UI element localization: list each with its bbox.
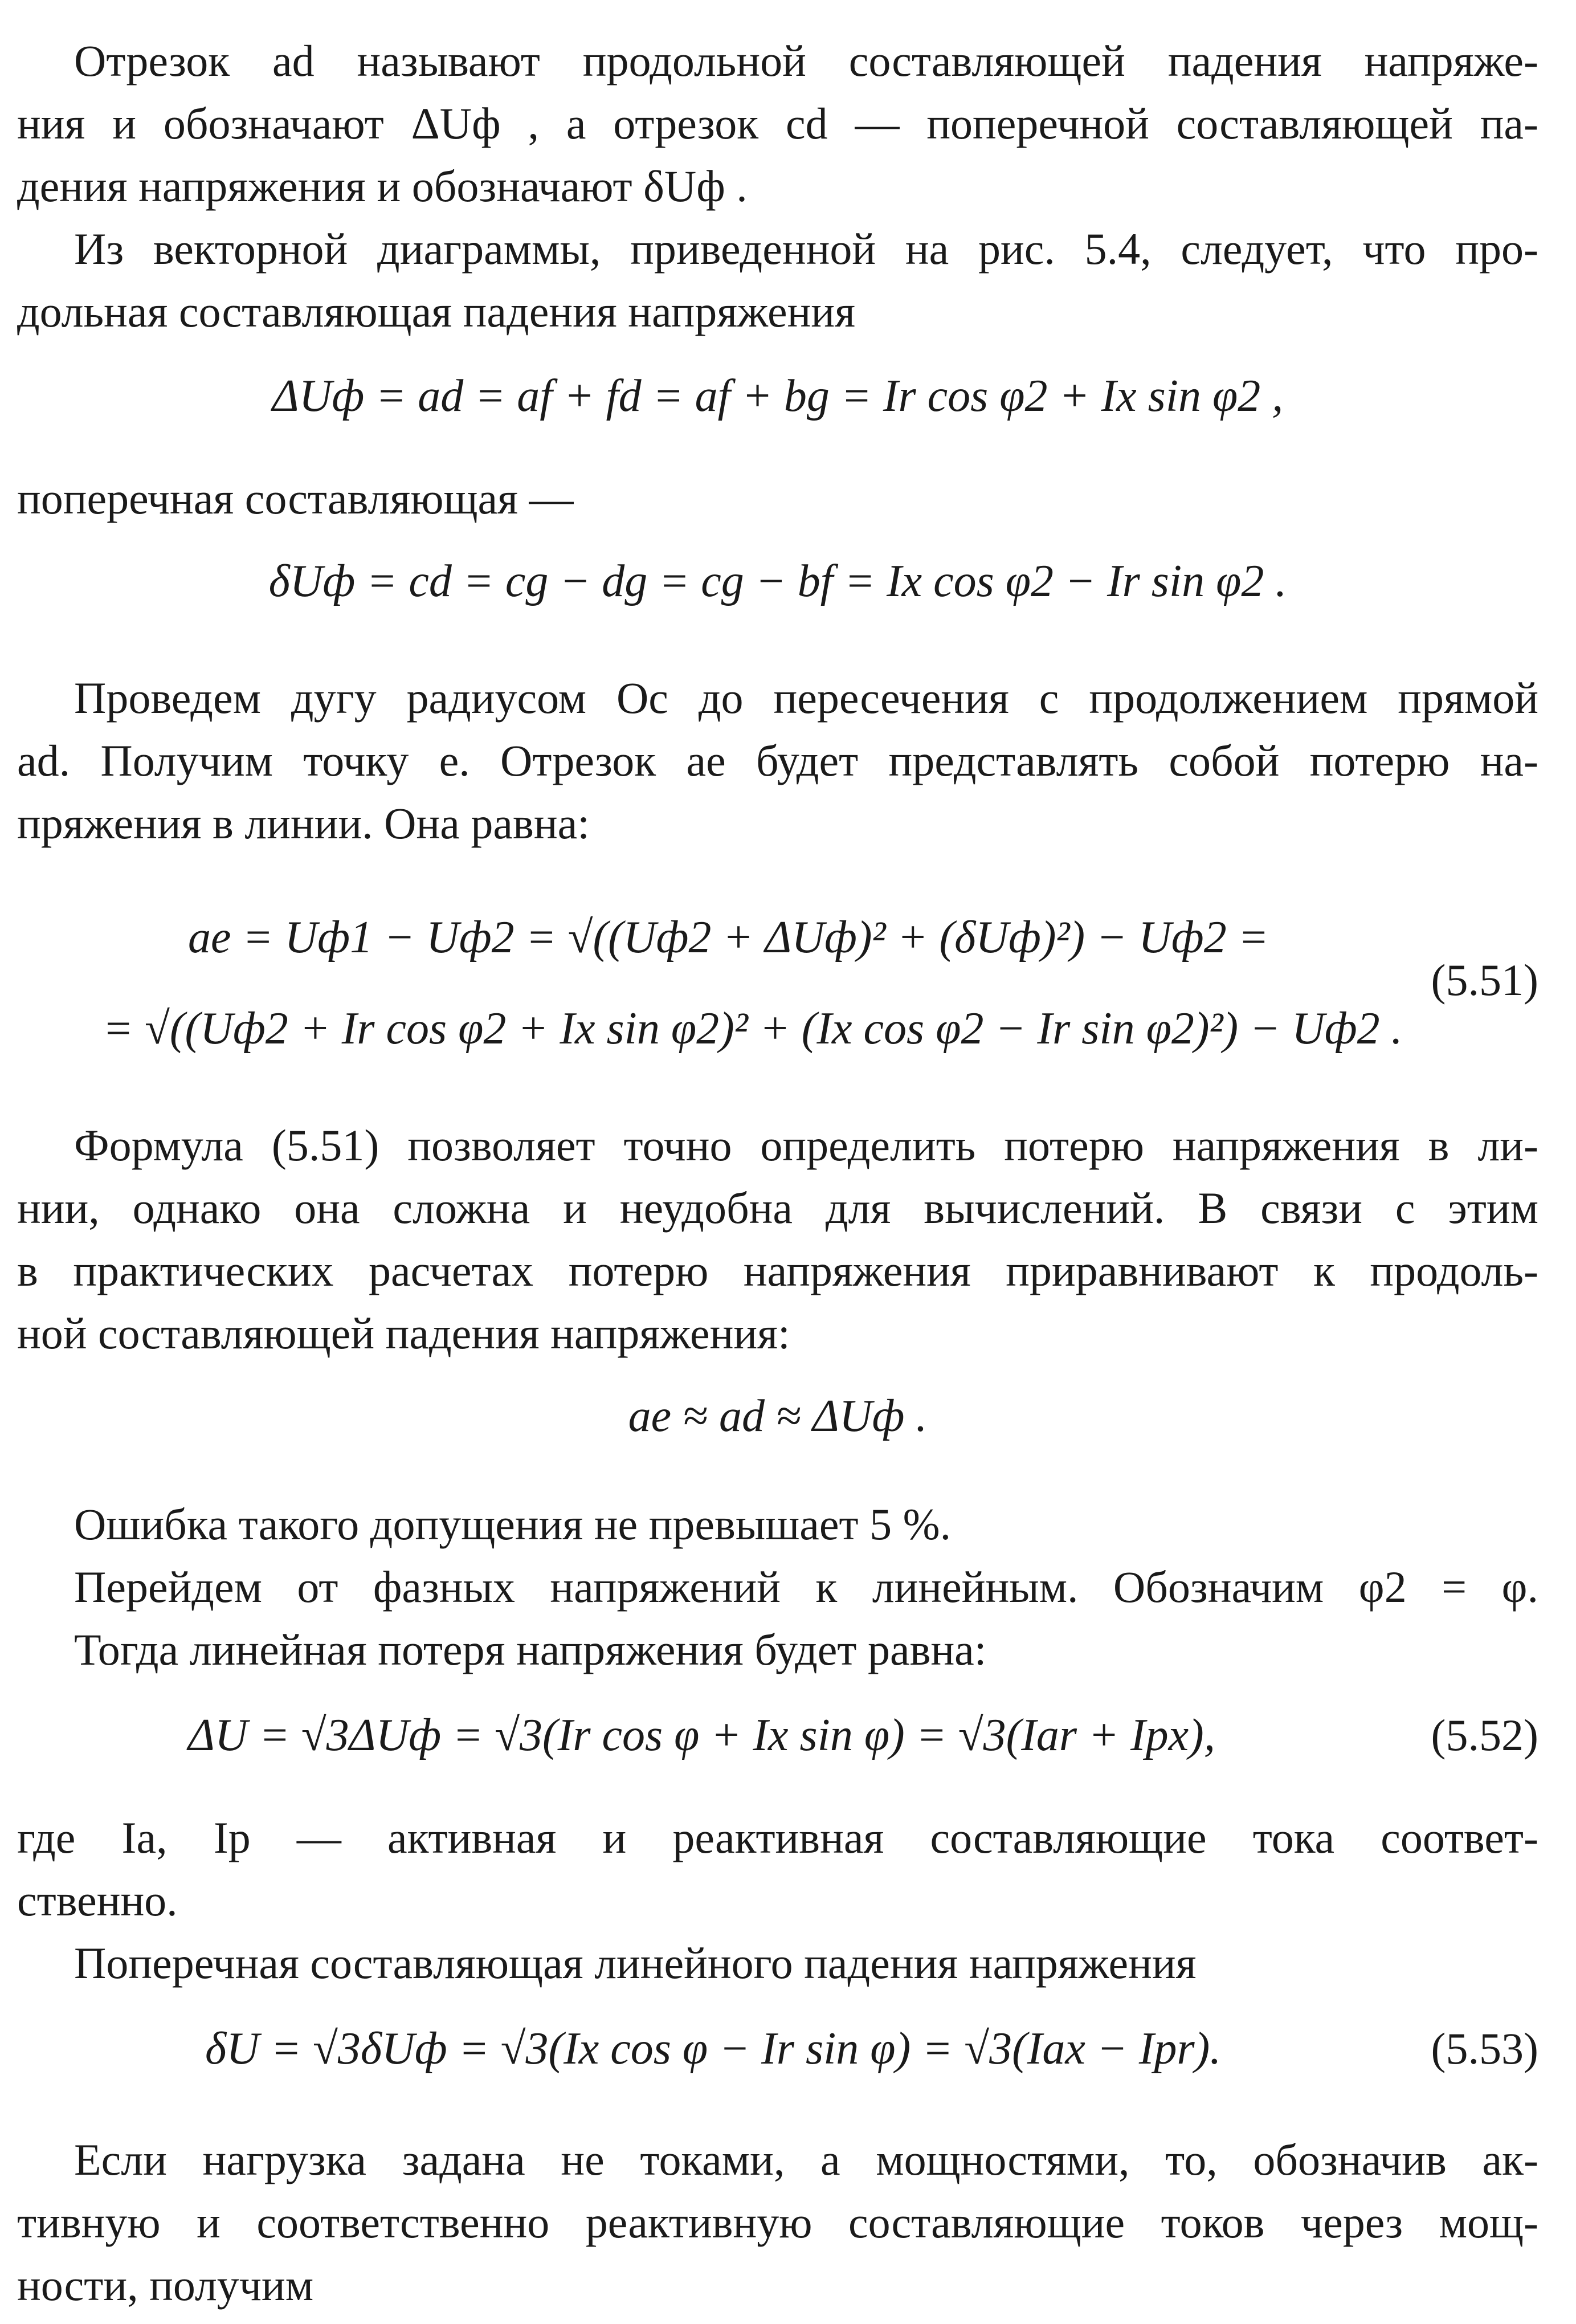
equation-number: (5.53) xyxy=(1431,2024,1538,2073)
text-line: ad. Получим точку e. Отрезок ae будет представлять собой потерю на- xyxy=(17,736,1538,785)
equation: ae = Uф1 − Uф2 = √((Uф2 + ΔUф)² + (δUф)²) − Uф2 = xyxy=(188,912,1269,963)
equation: ae ≈ ad ≈ ΔUф . xyxy=(628,1391,928,1441)
text-line: Если нагрузка задана не токами, а мощностями, то, обозначив ак- xyxy=(74,2135,1538,2184)
text-line: Ошибка такого допущения не превышает 5 %. xyxy=(74,1499,952,1549)
equation: ΔU = √3ΔUф = √3(Ir cos φ + Ix sin φ) = √3(Iar + Ipx), xyxy=(188,1710,1215,1760)
text-line: ственно. xyxy=(17,1875,178,1925)
text-line: тивную и соответственно реактивную составляющие токов через мощ- xyxy=(17,2197,1538,2247)
text-line: нии, однако она сложна и неудобна для вычислений. В связи с этим xyxy=(17,1183,1538,1233)
text-line: Тогда линейная потеря напряжения будет равна: xyxy=(74,1625,987,1674)
text-line: где Ia, Ip — активная и реактивная составляющие тока соответ- xyxy=(17,1813,1538,1862)
text-line: в практических расчетах потерю напряжения приравнивают к продоль- xyxy=(17,1246,1538,1295)
text-line: ния и обозначают ΔUф , а отрезок cd — поперечной составляющей па- xyxy=(17,99,1538,148)
equation: δU = √3δUф = √3(Ix cos φ − Ir sin φ) = √3(Iax − Ipr). xyxy=(205,2024,1222,2074)
text-line: дольная составляющая падения напряжения xyxy=(17,287,855,336)
text-line: Перейдем от фазных напряжений к линейным. Обозначим φ2 = φ. xyxy=(74,1562,1538,1612)
text-line: поперечная составляющая — xyxy=(17,474,574,523)
equation-number: (5.51) xyxy=(1431,955,1538,1005)
text-line: ной составляющей падения напряжения: xyxy=(17,1308,790,1358)
equation-number: (5.52) xyxy=(1431,1710,1538,1760)
text-line: дения напряжения и обозначают δUф . xyxy=(17,161,748,211)
text-line: Проведем дугу радиусом Oc до пересечения с продолжением прямой xyxy=(74,673,1538,723)
text-line: ности, получим xyxy=(17,2260,314,2310)
equation: ΔUф = ad = af + fd = af + bg = Ir cos φ2 + Ix sin φ2 , xyxy=(272,371,1284,421)
equation: = √((Uф2 + Ir cos φ2 + Ix sin φ2)² + (Ix cos φ2 − Ir sin φ2)²) − Uф2 . xyxy=(103,1004,1403,1054)
text-line: Поперечная составляющая линейного падения напряжения xyxy=(74,1938,1197,1988)
text-line: пряжения в линии. Она равна: xyxy=(17,798,590,848)
text-line: Формула (5.51) позволяет точно определить потерю напряжения в ли- xyxy=(74,1120,1538,1170)
equation: δUф = cd = cg − dg = cg − bf = Ix cos φ2 − Ir sin φ2 . xyxy=(268,556,1287,606)
text-line: Из векторной диаграммы, приведенной на рис. 5.4, следует, что про- xyxy=(74,224,1538,274)
text-line: Отрезок ad называют продольной составляющей падения напряже- xyxy=(74,36,1538,85)
